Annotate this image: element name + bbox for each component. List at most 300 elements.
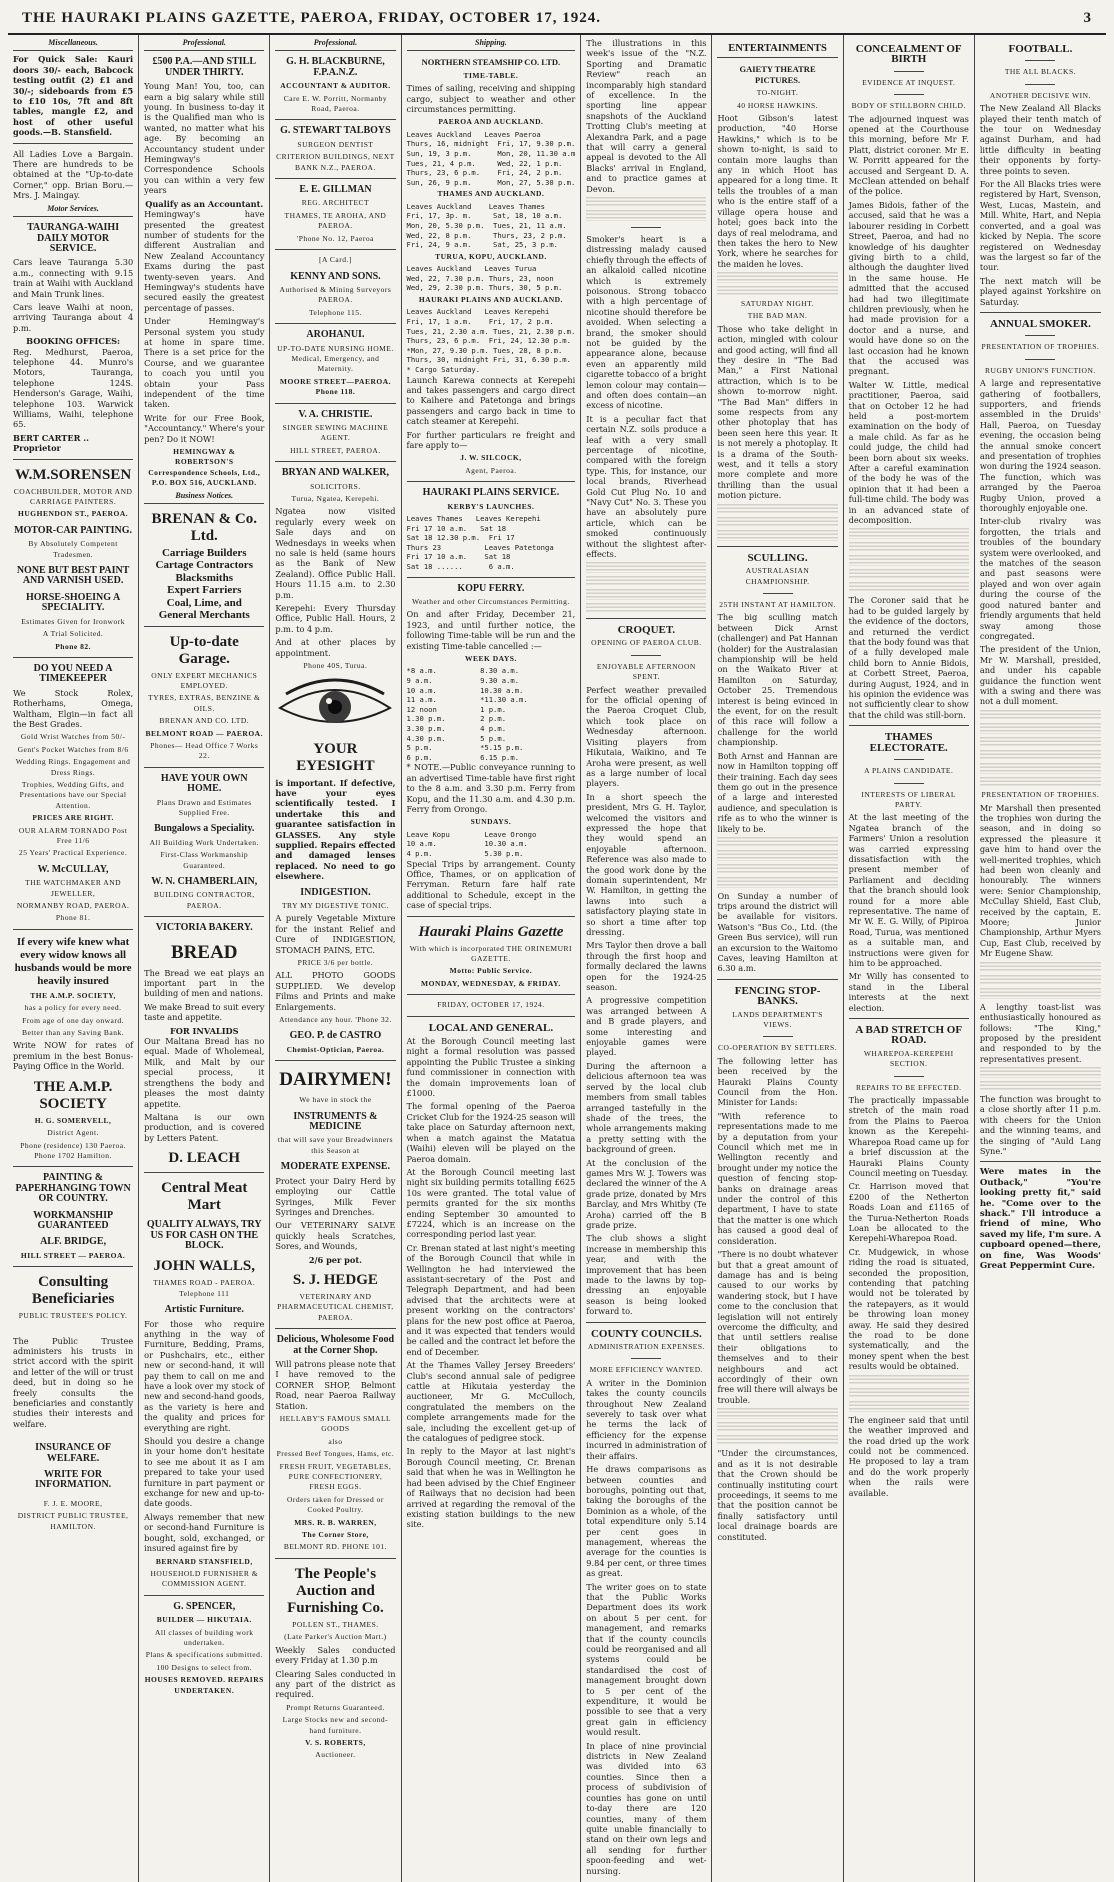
walls-addr: THAMES ROAD - PAEROA. Telephone 111 bbox=[153, 1278, 256, 1298]
sorensen-sub: COACHBUILDER, MOTOR AND CARRIAGE PAINTERS. bbox=[13, 486, 133, 507]
hedge-name: S. J. HEDGE bbox=[292, 1271, 378, 1288]
sculling-sub: AUSTRALASIAN CHAMPIONSHIP. bbox=[745, 566, 810, 586]
sorensen-addr: HUGHENDON ST., PAEROA. bbox=[18, 509, 129, 519]
gillman-addr: THAMES, TE AROHA, AND PAEROA. bbox=[284, 210, 387, 231]
column-news-1 bbox=[581, 35, 712, 1882]
painting-heading: PAINTING & PAPERHANGING TOWN OR COUNTRY. bbox=[15, 1172, 131, 1205]
bread-text: We make Bread to suit every taste and appetite. bbox=[144, 1001, 265, 1023]
football-heading: FOOTBALL. bbox=[1008, 43, 1073, 55]
stretch-sub: WHAREPOA-KEREPEHI SECTION. bbox=[863, 1048, 954, 1069]
hps-heading: HAURAKI PLAINS SERVICE. bbox=[422, 487, 560, 499]
chamberlain-name: W. N. CHAMBERLAIN, bbox=[151, 876, 258, 887]
widow-heading: If every wife knew what every widow knows all husbands would be more heavily insured bbox=[14, 935, 132, 987]
article-text: Cr. Harrison moved that £200 of the Netherton Roads Loan and £1165 of the Turua-Netherton Roads Loan be allocated to the Kerepehi-Wharepoa Road. bbox=[848, 1181, 969, 1244]
county-sub: MORE EFFICIENCY WANTED. bbox=[589, 1365, 704, 1375]
quick-sale-ad: For Quick Sale: Kauri doors 30/- each, Babcock testing outfit (2) £1 and 30/-; sideboards from £5 to £10 10s, 7ft and 8ft tables, mangle £2, and host of other useful goods.—B. Stansfield. bbox=[13, 54, 134, 138]
route-heading: PAEROA AND AUCKLAND. bbox=[438, 117, 544, 127]
talboys-addr: CRITERION BUILDINGS, NEXT BANK N.Z., PAEROA. bbox=[276, 152, 395, 172]
varnish-heading: NONE BUT BEST PAINT AND VARNISH USED. bbox=[16, 565, 130, 587]
presentation-sub: PRESENTATION OF TROPHIES. bbox=[981, 342, 1100, 352]
column-news-2 bbox=[712, 35, 843, 1882]
delicious-heading: Delicious, Wholesome Food at the Corner Shop. bbox=[276, 1334, 395, 1356]
photo-text: ALL PHOTO GOODS SUPPLIED. We develop Films and Prints and make Enlargements. bbox=[275, 970, 396, 1012]
trustee-sub: PUBLIC TRUSTEE'S POLICY. bbox=[18, 1311, 128, 1321]
moore-role: DISTRICT PUBLIC TRUSTEE, HAMILTON. bbox=[17, 1511, 129, 1531]
section-label: Shipping. bbox=[407, 38, 576, 51]
column-grid bbox=[8, 35, 1106, 1876]
kenny-phone: Telephone 115. bbox=[309, 307, 362, 317]
route-timetable: Leaves Auckland Leaves Thames Fri, 17, 3p. m. Sat, 18, 10 a.m. Mon, 20, 5.30 p.m. Tues, 21, 11 a.m. Wed, 22, 8 p.m. Thurs, 23, 2 p.m. Fri, 24, 9 a.m. Sat, 25, 3 p.m. bbox=[406, 201, 567, 250]
week-heading: WEEK DAYS. bbox=[464, 654, 517, 663]
belmont-addr: BELMONT ROAD — PAEROA. bbox=[145, 728, 263, 738]
route-timetable: Leaves Auckland Leaves Kerepehi Fri, 17, 1 a.m. Fri, 17, 2 p.m. Tues, 21, 2.30 a.m. Tues, 21, 2.30 p.m. Thurs, 23, 6 p.m. Fri, 24, 12.30 p.m. *Mon, 27, 9.30 p.m. Tues, 28, 8 p.m. Thurs, 30, midnight Fri, 31, 6.30 p.m. * Cargo Saturday. bbox=[406, 307, 576, 374]
article-text: The Coroner said that he had to be guided largely by the evidence of the doctors, and returned the verdict that the body found was that of a fully developed male child born to Annie Bidois, at Corbett Street, Paeroa, during August, 1924, and in his opinion the evidence was not sufficiently clear to show that the child was still-born. bbox=[848, 595, 969, 720]
article-text: "With reference to representations made to me by a deputation from your Council which met me in Wellington recently and brought under my notice the question of fencing stop-banks on drainage areas under the control of this department, I have to state that the matter is one which has caused a good deal of consideration. bbox=[717, 1110, 838, 1246]
trustee-text: The Public Trustee administers his trusts in strict accord with the spirit and letter of the will or trust deed, but in doing so he freely consults the beneficiaries and constantly studies their interests and welfare. bbox=[13, 1335, 134, 1429]
bryan-role: SOLICITORS. bbox=[310, 481, 361, 491]
local-heading: LOCAL AND GENERAL. bbox=[428, 1021, 554, 1034]
mccullay-phone: Phone 81. bbox=[55, 913, 91, 923]
wristlet-text: Gold Wrist Watches from 50/- bbox=[20, 732, 126, 742]
hemingway-text: Under Hemingway's Personal system you study at home in spare time. There is a set price for the Course, and we guarantee to coach you until you obtain your Pass independent of the time taken. bbox=[144, 316, 265, 410]
rugby-sub: RUGBY UNION'S FUNCTION. bbox=[985, 365, 1096, 375]
bryan-phone: Phone 40S, Turua. bbox=[303, 661, 368, 671]
meat-heading: Central Meat Mart bbox=[161, 1180, 248, 1214]
furniture-text: Should you desire a change in your home don't hesitate to see me about it as I am prepared to take your used furniture in part payment or exchange for new and up-to-date goods. bbox=[144, 1436, 265, 1509]
article-text: Those who take delight in action, mingled with colour and good acting, will find all they desire in "The Bad Man," a First National attraction, which is to be shown to-morrow night. "The Bad Man" differs in some respects from any other photoplay that has been seen here this year. It is not merely a photoplay. It is a drama of the South-west, and it tells a story more complete and more thrilling than the usual motion picture. bbox=[717, 323, 838, 501]
chamberlain-role: BUILDING CONTRACTOR, PAEROA. bbox=[153, 890, 255, 910]
kerby-timetable: Leaves Thames Leaves Kerepehi Fri 17 10 a.m. Sat 18 Sat 18 12.30 p.m. Fri 17 Thurs 23 Leaves Patetonga Fri 17 10 a.m. Sat 18 Sat 18 ...... 6 a.m. bbox=[406, 514, 554, 571]
warren-name: MRS. R. B. WARREN, bbox=[294, 1517, 377, 1527]
article-text: The writer goes on to state that the Public Works Department does its work on about 5 per cent. for management, and remarks that if the county councils could be reorganised and all systems could be standardised the cost of management brought down to 5 per cent of the expenditure, it would be possible to see that a very great gain in efficiency would result. bbox=[586, 1581, 707, 1738]
bargain-ad: All Ladies Love a Bargain. There are hundreds to be obtained at the "Up-to-date Corner," opp. Brian Boru.—Mrs. J. Maingay. bbox=[13, 148, 134, 201]
protect-text: Protect your Dairy Herd by employing our Cattle Syringes, Milk Fever Syringes and Drenches. bbox=[275, 1175, 396, 1217]
article-text: Hoot Gibson's latest production, "40 Horse Hawkins," which is to be shown to-night, is said to contain more laughs than any in which Hoot has appeared for a long time. It tells the troubles of a man who is the entire staff of a village opera house and hotel; goes back into the days of real melodrama, and then takes the hero to New York, where he searches for the maiden he loves. bbox=[717, 113, 838, 269]
amp-line: THE A.M.P. SOCIETY, bbox=[30, 990, 116, 1000]
write-info-heading: WRITE FOR INFORMATION. bbox=[34, 1469, 112, 1491]
spencer-text: All classes of building work undertaken. bbox=[154, 1627, 254, 1647]
tauranga-heading: TAURANGA-WAIHI DAILY MOTOR SERVICE. bbox=[27, 222, 120, 254]
gazette-motto: Motto: Public Service. bbox=[449, 966, 533, 976]
mccullay-sub: THE WATCHMAKER AND JEWELLER, bbox=[25, 878, 122, 898]
tonic-text: A purely Vegetable Mixture for the instant Relief and Cure of INDIGESTION, STOMACH PAINS, ETC. bbox=[275, 913, 396, 955]
bungalows-heading: Bungalows a Speciality. bbox=[154, 823, 255, 835]
brenan-service: General Merchants bbox=[158, 609, 250, 622]
phones-text: Phones— Head Office 7 Works 22. bbox=[150, 740, 259, 761]
article-text: The illustrations in this week's issue of the "N.Z. Sporting and Dramatic Review" reach an incomparably high standard of excellence. In the sporting line appear snapshots of the Auckland Trotting Club's meeting at Alexandra Park, and a page that will carry a general appeal is devoted to the All Blacks' arrival in England, and to practice games at Devon. bbox=[586, 38, 707, 194]
orders-text: Orders taken for Dressed or Cooked Poultry. bbox=[287, 1494, 384, 1515]
article-text: A progressive competition was arranged between A and B grade players, and some interesting and enjoyable games were played. bbox=[586, 995, 707, 1058]
tonight-sub: TO-NIGHT. bbox=[756, 88, 799, 98]
timekeeper-text: We Stock Rolex, Rotherhams, Omega, Waltham, Elgin—in fact all the Best Grades. bbox=[13, 687, 134, 729]
dairymen-heading: DAIRYMEN! bbox=[279, 1069, 392, 1091]
fencing-sub: LANDS DEPARTMENT'S VIEWS. bbox=[732, 1009, 823, 1029]
mccullay-addr: NORMANBY ROAD, PAEROA. bbox=[16, 901, 130, 911]
gillman-role: REG. ARCHITECT bbox=[301, 198, 370, 208]
insurance-heading: INSURANCE OF WELFARE. bbox=[35, 1442, 111, 1464]
fencing-sub: CO-OPERATION BY SETTLERS. bbox=[718, 1043, 838, 1053]
carter-line: BERT CARTER .. Proprietor bbox=[13, 432, 89, 454]
gillman-phone: 'Phone No. 12, Paeroa bbox=[296, 233, 374, 243]
stretch-heading: A BAD STRETCH OF ROAD. bbox=[855, 1024, 963, 1047]
croquet-sub: OPENING OF PAEROA CLUB. bbox=[591, 638, 702, 648]
somervell-name: H. G. SOMERVELL, bbox=[34, 1115, 112, 1125]
castro-name: GEO. P. de CASTRO bbox=[289, 1030, 382, 1042]
brenan-ltd: BRENAN AND CO. LTD. bbox=[159, 716, 250, 726]
route-heading: THAMES AND AUCKLAND. bbox=[437, 189, 545, 199]
removed-text: HOUSES REMOVED. REPAIRS UNDERTAKEN. bbox=[144, 1675, 264, 1695]
section-label: Professional. bbox=[144, 38, 264, 51]
sorensen-heading: W.M.SORENSEN bbox=[15, 466, 132, 483]
brenan-service: Cartage Contractors bbox=[155, 559, 253, 572]
candidate-sub: A PLAINS CANDIDATE. bbox=[864, 766, 954, 776]
qualify-line: Qualify as an Accountant. bbox=[145, 198, 264, 209]
article-text: During the afternoon a delicious afternoon tea was served by the local club members from small tables arranged tastefully in the shade of the trees, the whole arrangements making a pretty setting with the background of green. bbox=[586, 1060, 707, 1155]
maltana-text: Maltana is our own production, and is covered by Letters Patent. bbox=[144, 1111, 265, 1143]
pollen-addr: POLLEN ST., THAMES. bbox=[292, 1619, 379, 1629]
hellaby-text: HELLABY'S FAMOUS SMALL GOODS bbox=[279, 1414, 392, 1434]
column-professional-2 bbox=[270, 35, 401, 1882]
home-heading: HAVE YOUR OWN HOME. bbox=[160, 772, 248, 795]
stock-text: We have in stock the bbox=[299, 1095, 372, 1105]
further-text: For further particulars re freight and fare apply to— bbox=[406, 429, 576, 450]
sculling-sub: 25TH INSTANT AT HAMILTON. bbox=[719, 600, 836, 610]
article-text: Mr Willy has consented to stand in the Liberal interests at the next election. bbox=[848, 971, 969, 1013]
pocket-text: Gent's Pocket Watches from 8/6 bbox=[17, 744, 129, 754]
stansfield-role: HOUSEHOLD FURNISHER & COMMISSION AGENT. bbox=[150, 1568, 259, 1589]
article-text: James Bidois, father of the accused, said that he was a labourer residing in Corbett Street, Paeroa, and had no knowledge of his daughter giving birth to a child, although the daughter lived in the same house. He admitted that the accused had had two illegitimate children previously, when he had made provision for a doctor and a nurse, and would have done so on the last occasion had he known that the accused was pregnant. bbox=[848, 199, 969, 377]
removed-text: Will patrons please note that I have removed to the CORNER SHOP, Belmont Road, near Paeroa Railway Station. bbox=[275, 1358, 396, 1411]
amp-line: From age of one day onward. bbox=[22, 1015, 124, 1025]
thames-heading: THAMES ELECTORATE. bbox=[869, 731, 948, 754]
sunday-timetable: Leave Kopu Leave Orongo 10 a.m. 10.30 a.m. 4 p.m. 5.30 p.m. bbox=[406, 829, 537, 858]
eye-illustration-icon bbox=[276, 678, 394, 734]
article-text: Perfect weather prevailed for the official opening of the Paeroa Croquet Club, which took place on Wednesday afternoon. Visiting players from Hikutaia, Waikino, and Te Aroha were present, as well as a large number of local players. bbox=[586, 684, 707, 789]
launch-text: Launch Karewa connects at Kerepehi and takes passengers and cargo direct to Kaihere and Patetonga and brings passengers and cargo back in time to catch steamer at Kerepehi. bbox=[406, 374, 576, 427]
amp-text: Write NOW for rates of premium in the best Bonus-Paying Office in the World. bbox=[13, 1040, 134, 1072]
route-heading: TURUA, KOPU, AUCKLAND. bbox=[435, 251, 547, 261]
building-text: All Building Work Undertaken. bbox=[149, 837, 259, 847]
tauranga-text: Cars leave Tauranga 5.30 a.m., connecting with 9.15 train at Waihi with Auckland and Main Trunk lines. bbox=[13, 257, 134, 299]
gazette-sub: With which is incorporated THE ORINEMURI GAZETTE. bbox=[409, 943, 573, 963]
bryan-text: And at other places by appointment. bbox=[275, 637, 396, 658]
local-text: At the Borough Council meeting last night a formal resolution was passed appointing the Public Trustee a sinking fund commissioner in connection with the domain improvements loan of £1000. bbox=[406, 1036, 576, 1099]
plans-text: Plans Drawn and Estimates Supplied Free. bbox=[156, 797, 252, 817]
salve-text: Our VETERINARY SALVE quickly heals Scratches, Sores, and Wounds, bbox=[275, 1220, 396, 1252]
attendance-text: Attendance any hour. 'Phone 32. bbox=[279, 1015, 392, 1025]
alarm-text: OUR ALARM TORNADO Post Free 11/6 bbox=[18, 825, 128, 845]
timetable-note: Times of sailing, receiving and shipping cargo, subject to weather and other circumstances permitting. bbox=[406, 83, 576, 115]
local-text: Cr. Brenan stated at last night's meeting of the Borough Council that while in Wellington he had interviewed the assistant-secretary of the Post and Telegraph Department, and had been advised that the architects were at present working on the contractors' plans for the new post office at Paeroa, and it was expected that tenders would be called and the contract let before the end of December. bbox=[406, 1242, 576, 1357]
salary-heading: £500 P.A.—AND STILL UNDER THIRTY. bbox=[152, 56, 257, 78]
roberts-role: Auctioneer. bbox=[315, 1750, 356, 1760]
salve-price: 2/6 per pot. bbox=[308, 1254, 362, 1265]
article-text: The New Zealand All Blacks played their tenth match of the tour on Wednesday against Durham, and had little difficulty in beating their opponents by forty-three points to seven. bbox=[979, 103, 1101, 176]
save-text: that will save your Breadwinners this Season at bbox=[277, 1135, 393, 1155]
gillman-name: E. E. GILLMAN bbox=[299, 184, 372, 196]
article-text: The president of the Union, Mr W. Marshall, presided, and under his capable guidance the function went with a swing and there was not a dull moment. bbox=[979, 644, 1101, 707]
route-timetable: Leaves Auckland Leaves Paeroa Thurs, 16, midnight Fri, 17, 9.30 p.m. Sun, 19, 3 p.m. Mon, 20, 11.30 a.m Tues, 21, 4 p.m. Wed, 22, 1 p.m. Thurs, 23, 6 p.m. Fri, 24, 2 p.m. Sun, 26, 9 p.m. Mon, 27, 5.30 p.m. bbox=[406, 129, 576, 187]
roberts-name: V. S. ROBERTS, bbox=[305, 1737, 366, 1747]
county-heading: COUNTY COUNCILS. bbox=[590, 1327, 702, 1340]
clearing-text: Clearing Sales conducted in any part of the district as required. bbox=[275, 1668, 396, 1700]
article-text: "There is no doubt whatever but that a great amount of damage has and is being caused to our works by wandering stock, but I have come to the conclusion that legislation will not entirely overcome the difficulty, and that until settlers realise their obligations to themselves and to their neighbours and act accordingly of their own free will there will always be trouble. bbox=[717, 1249, 838, 1405]
walls-name: JOHN WALLS, bbox=[153, 1258, 255, 1275]
hemingway-text: Hemingway's have presented the greatest number of students for the different Australian and New Zealand Accountancy Exams during the past twenty-seven years. And Hemingway's students have secured easily the greatest percentage of passes. bbox=[144, 209, 265, 313]
late-text: (Late Parker's Auction Mart.) bbox=[284, 1632, 387, 1642]
weekly-text: Weekly Sales conducted every Friday at 1.30 p.m bbox=[275, 1644, 396, 1666]
christie-addr: HILL STREET, PAEROA. bbox=[290, 445, 381, 455]
salary-text: Young Man! You, too, can earn a big salary while still young. In business to-day it is the Qualified man who is wanted, no matter what his age. By becoming an Accountancy student under Hemingway's Correspondence Schools you can within a very few years bbox=[144, 81, 265, 196]
furniture-text: Always remember that new or second-hand Furniture is bought, sold, exchanged, or insured against fire by bbox=[144, 1511, 265, 1554]
instruments-heading: INSTRUMENTS & MEDICINE bbox=[293, 1110, 378, 1133]
invalids-heading: FOR INVALIDS bbox=[169, 1025, 239, 1036]
fruit-text: FRESH FRUIT, VEGETABLES, PURE CONFECTIONERY, FRESH EGGS. bbox=[279, 1461, 392, 1492]
masthead bbox=[8, 6, 1106, 35]
article-text: On Sunday a number of trips around the district will be available for visitors. Watson's "Bus Co., Ltd. (the Green Bus service), will run an excursion to the Waitomo Caves, leaving Hamilton at 6.30 a.m. bbox=[717, 890, 838, 974]
amp-line: has a policy for every need. bbox=[24, 1003, 122, 1013]
section-label: Business Notices. bbox=[144, 491, 264, 504]
sculling-heading: SCULLING. bbox=[747, 551, 808, 564]
consulting-heading: Consulting Beneficiaries bbox=[31, 1274, 115, 1308]
warren-addr: BELMONT RD. PHONE 101. bbox=[283, 1542, 388, 1552]
body-sub: BODY OF STILLBORN CHILD. bbox=[851, 101, 966, 111]
page-title: THE HAURAKI PLAINS GAZETTE, PAEROA, FRIDAY, OCTOBER 17, 1924. bbox=[22, 10, 602, 26]
leach-heading: D. LEACH bbox=[168, 1150, 241, 1167]
county-sub: ADMINISTRATION EXPENSES. bbox=[587, 1342, 705, 1352]
garage-heading: Up-to-date Garage. bbox=[169, 633, 239, 667]
article-text: A writer in the Dominion takes the county councils throughout New Zealand severely to task over what he terms the lack of efficiency for the expense incurred in administration of their affairs. bbox=[586, 1377, 707, 1461]
column-news-4 bbox=[975, 35, 1106, 1882]
eyesight-text: is important. If defective, have your eyes scientifically tested. I undertake this and guarantee satisfaction in GLASSES. Any style supplied. Repairs effected and damaged lenses replaced. No need to go elsewhere. bbox=[275, 777, 396, 882]
article-text: Both Arnst and Hannan are now in Hamilton topping off their training. Each day sees them go out in the presence of a large and interested audience, and speculation is rife as to who the winner is likely to be. bbox=[717, 750, 838, 834]
tauranga-text: Cars leave Waihi at noon, arriving Tauranga about 4 p.m. bbox=[13, 301, 134, 333]
blackburne-name: G. H. BLACKBURNE, F.P.A.N.Z. bbox=[286, 56, 385, 78]
article-text: The practically impassable stretch of the main road from the Plains to Paeroa known as the Kerepehi-Wharepoa Road came up for a brief discussion at the Hauraki Plains County Council meeting on Tuesday. bbox=[848, 1095, 969, 1178]
maltana-text: Our Maltana Bread has no equal. Made of Wholemeal, Milk, and Malt by our special process, it strengthens the body and pleases the most dainty appetite. bbox=[144, 1036, 265, 1109]
furniture-text: For those who require anything in the way of Furniture, Bedding, Prams, or Pushchairs, etc., either new or second-hand, it will pay them to call on me and have a look over my stock of new and second-hand goods, as the variety is here and the quality and prices for everything are right. bbox=[144, 1318, 265, 1433]
victoria-heading: VICTORIA BAKERY. bbox=[155, 922, 253, 934]
somervell-role: District Agent. bbox=[47, 1128, 99, 1138]
local-text: The formal opening of the Paeroa Cricket Club for the 1924-25 season will take place on Saturday afternoon next, when a match against the Matatua (Waihi) eleven will be played on the Paeroa domain. bbox=[406, 1101, 576, 1164]
bread-heading: BREAD bbox=[171, 941, 238, 963]
returns-text: Prompt Returns Guaranteed. bbox=[286, 1702, 385, 1712]
article-text: The club shows a slight increase in membership this year, and with the improvement that has been made to the lawns by top-dressing an enjoyable season is being looked forward to. bbox=[586, 1233, 707, 1317]
christie-role: SINGER SEWING MACHINE AGENT. bbox=[282, 422, 389, 443]
eyesight-heading: YOUR EYESIGHT bbox=[296, 740, 375, 774]
tonic-heading: TRY MY DIGESTIVE TONIC. bbox=[281, 900, 389, 910]
gazette-days: MONDAY, WEDNESDAY, & FRIDAY. bbox=[421, 978, 561, 988]
badman-sub: THE BAD MAN. bbox=[747, 311, 808, 321]
kopu-heading: KOPU FERRY. bbox=[457, 582, 525, 594]
trophies-sub: PRESENTATION OF TROPHIES. bbox=[981, 790, 1100, 800]
section-label: Professional. bbox=[275, 38, 395, 51]
northern-heading: NORTHERN STEAMSHIP CO. LTD. bbox=[421, 57, 561, 68]
interests-sub: INTERESTS OF LIBERAL PARTY. bbox=[861, 789, 957, 809]
hemingway-address: HEMINGWAY & ROBERTSON'S Correspondence Schools, Ltd., P.O. BOX 516, AUCKLAND. bbox=[148, 447, 261, 488]
experience-text: 25 Years' Practical Experience. bbox=[18, 848, 128, 858]
phone-text: Phone 82. bbox=[55, 641, 91, 651]
quality-text: QUALITY ALWAYS, TRY US FOR CASH ON THE BLOCK. bbox=[146, 1219, 262, 1251]
motorcar-heading: MOTOR-CAR PAINTING. bbox=[14, 524, 133, 536]
rings-text: Wedding Rings. Engagement and Dress Rings. bbox=[15, 757, 131, 777]
booking-text: Reg. Medhurst, Paeroa, telephone 44. Munro's Motors, Tauranga, telephone 124S. Henderson's Garage, Waihi, telephone 103. Warwick Williams, Waihi, telephone 65. bbox=[13, 346, 134, 430]
arohanui-text: UP-TO-DATE NURSING HOME. Medical, Emergency, and Maternity. bbox=[277, 343, 394, 374]
mechanics-text: ONLY EXPERT MECHANICS EMPLOYED. bbox=[151, 670, 258, 690]
timekeeper-heading: DO YOU NEED A TIMEKEEPER bbox=[33, 662, 113, 685]
article-text: At the last meeting of the Ngatea branch of the Farmers' Union a resolution was carried expressing dissatisfaction with the present member of Parliament and deciding that the branch should look round for a more able representative. The name of Mr W. E. G. Willy, of Pipiroa Road, Turua, was mentioned as a suitable man, and instructions were given for him to be approached. bbox=[848, 812, 969, 969]
week-timetable: *8 a.m. 8.30 a.m. 9 a.m. 9.30 a.m. 10 a.m. 10.30 a.m. 11 a.m. *11.30 a.m. 12 noon 1 p.m. 1.30 p.m. 2 p.m. 3.30 p.m. 4 p.m. 4.30 p.m. 5 p.m. 5 p.m. *5.15 p.m. 6 p.m. 6.15 p.m. bbox=[406, 666, 528, 762]
prices-text: PRICES ARE RIGHT. bbox=[32, 813, 114, 823]
christie-name: V. A. CHRISTIE. bbox=[298, 408, 373, 420]
saturday-sub: SATURDAY NIGHT. bbox=[741, 298, 815, 308]
kopu-sub: Weather and other Circumstances Permitting. bbox=[412, 596, 570, 606]
tyres-text: TYRES, EXTRAS, BENZINE & OILS. bbox=[148, 693, 261, 713]
concealment-heading: CONCEALMENT OF BIRTH bbox=[855, 43, 962, 66]
silcock-role: Agent, Paeroa. bbox=[465, 465, 517, 475]
article-text: The next match will be played against Yorkshire on Saturday. bbox=[979, 275, 1101, 307]
peoples-heading: The People's Auction and Furnishing Co. bbox=[287, 1565, 384, 1616]
article-text: The adjourned inquest was opened at the Courthouse this morning, before Mr F. Platt, district coroner. Mr E. W. Porritt appeared for the accused and Sergeant D. A. McClean attended on behalf of the police. bbox=[848, 113, 969, 197]
bryan-name: BRYAN AND WALKER, bbox=[281, 467, 390, 479]
croquet-sub: ENJOYABLE AFTERNOON SPENT. bbox=[596, 661, 696, 682]
article-text: In place of nine provincial districts in New Zealand was divided into 63 counties. Since then a process of subdivision of counties has gone on until to-day there are 120 counties, many of them quite unable financially to stand on their own legs and all sending for further spoon-feeding and wet-nursing. bbox=[586, 1740, 707, 1876]
arohanui-addr: MOORE STREET—PAEROA. Phone 118. bbox=[279, 376, 391, 397]
trial-text: A Trial Solicited. bbox=[42, 629, 104, 639]
croquet-heading: CROQUET. bbox=[617, 624, 676, 637]
evidence-sub: EVIDENCE AT INQUEST. bbox=[862, 77, 956, 87]
article-text: For the All Blacks tries were registered by Hart, Svenson, West, Lucas, Mastein, and Mill. White, Hart, and Nepia converted, and a goal was kicked by Nepia. The score registered on Wednesday was the largest so far of the tour. bbox=[979, 179, 1101, 273]
card-text: [A Card.] bbox=[319, 255, 352, 265]
hedge-role: VETERINARY AND PHARMACEUTICAL CHEMIST, PAEROA. bbox=[277, 1291, 394, 1322]
fencing-heading: FENCING STOP-BANKS. bbox=[734, 984, 821, 1008]
horse-heading: HORSE-SHOEING A SPECIALITY. bbox=[25, 591, 121, 614]
beef-text: Pressed Beef Tongues, Hams, etc. bbox=[276, 1449, 395, 1459]
special-text: Special Trips by arrangement. County Office, Thames, or on application of Ferryman. Return fare half rate additional to Schedule, except in the case of special trips. bbox=[406, 858, 576, 911]
article-text: The function was brought to a close shortly after 11 p.m. with cheers for the Union and the winning teams, and the singing of "Auld Lang Syne." bbox=[979, 1093, 1101, 1157]
motorcar-sub: By Absolutely Competent Tradesmen. bbox=[28, 539, 118, 559]
victory-sub: ANOTHER DECISIVE WIN. bbox=[989, 90, 1091, 100]
article-text: Walter W. Little, medical practitioner, Paeroa, said that on October 12 he had held a post-mortem examination on the body of a male child. As far as he could judge, the child had been born about six weeks. After a careful examination of the body he was of the opinion that it had been a full-time child. The body was in an advanced state of decomposition. bbox=[848, 379, 969, 526]
smoker-heading: ANNUAL SMOKER. bbox=[989, 317, 1091, 330]
furniture-heading: Artistic Furniture. bbox=[164, 1304, 244, 1316]
column-news-3 bbox=[844, 35, 975, 1882]
article-text: At the conclusion of the games Mrs W. J. Towers was declared the winner of the A grade prize, donated by Mrs Barclay, and Mrs Whitby (Te Aroha) carried off the B grade prize. bbox=[586, 1157, 707, 1230]
talboys-role: SURGEON DENTIST bbox=[297, 139, 374, 149]
spencer-name: G. SPENCER, bbox=[173, 1600, 236, 1612]
designs-text: 100 Designs to select from. bbox=[156, 1662, 253, 1672]
column-professional-1 bbox=[139, 35, 270, 1882]
article-text: Mrs Taylor then drove a ball through the first hoop and formally declared the lawns open for the 1924-25 season. bbox=[586, 940, 707, 993]
timetable-heading: TIME-TABLE. bbox=[463, 70, 519, 80]
local-text: At the Thames Valley Jersey Breeders' Club's second annual sale of pedigree cattle at Hikutaia yesterday the auctioneer, Mr G. McCulloch, congratulated the members on the complete arrangements made for the sale, including the excellent get-up of the catalogues of pedigree stock. bbox=[406, 1360, 576, 1444]
free-book-text: Write for our Free Book, "Accountancy." Where's your pen? Do it NOW! bbox=[144, 412, 265, 444]
route-timetable: Leaves Auckland Leaves Turua Wed, 22, 7.30 p.m. Thurs, 23, noon Wed, 29, 2.30 p.m. Thurs, 30, 5 p.m. bbox=[406, 264, 563, 293]
stretch-sub: REPAIRS TO BE EFFECTED. bbox=[855, 1082, 962, 1092]
brenan-service: Blacksmiths bbox=[175, 571, 233, 584]
brenan-heading: BRENAN & Co. Ltd. bbox=[151, 511, 257, 545]
article-text: "Under the circumstances, and as it is not desirable that the Crown should be continually instituting court proceedings, it seems to me that the position cannot be finally satisfactory until local drainage boards are constituted. bbox=[717, 1448, 838, 1542]
castro-role: Chemist-Optician, Paeroa. bbox=[286, 1044, 385, 1054]
gaiety-heading: GAIETY THEATRE PICTURES. bbox=[739, 64, 816, 85]
local-text: In reply to the Mayor at last night's Borough Council meeting, Cr. Brenan said that when he was in Wellington he had been advised by the Chief Engineer of Railways that no decision had been arrived at regarding the removal of the existing station buildings to the new site. bbox=[406, 1446, 576, 1530]
entertainments-heading: ENTERTAINMENTS bbox=[717, 44, 837, 58]
bridge-name: ALF. BRIDGE, bbox=[40, 1236, 107, 1248]
trophies-text: Trophies, Wedding Gifts, and Presentations have our Special Attention. bbox=[19, 779, 127, 810]
local-text: At the Borough Council meeting last night six building permits totalling £625 10s were granted. The total value of permits granted for the six months ending September 30 amounted to £7224, which is an increase on the corresponding period last year. bbox=[406, 1166, 576, 1240]
first-class-text: First-Class Workmanship Guaranteed. bbox=[160, 850, 249, 870]
article-text: Mr Marshall then presented the trophies won during the season, and in doing so expressed the pleasure it gave him to hand over the well-merited trophies, which had been won cleanly and honourably. The winners were: Senior Championship, McCullay Shield, East Club, received by the captain, E. Moore; Junior Championship, Arthur Myers Cup, East Club, received by Mr Eugene Shaw. bbox=[979, 802, 1101, 959]
moderate-heading: MODERATE EXPENSE. bbox=[280, 1161, 391, 1173]
bread-text: The Bread we eat plays an important part in the building of men and nations. bbox=[144, 967, 265, 999]
article-text: He draws comparisons as between counties and boroughs, pointing out that, taking the boroughs of the Dominion as a whole, of the total expenditure only 5.14 per cent goes in management, whereas the average for the counties is 9.84 per cent, or three times as great. bbox=[586, 1464, 707, 1579]
bridge-addr: HILL STREET — PAEROA. bbox=[20, 1250, 126, 1260]
article-text: The big sculling match between Dick Arnst (challenger) and Pat Hannan (holder) for the Australasian championship will be held on the Waikato River at Hamilton on Saturday, October 25. Tremendous interest is being evinced in the event, for on the result of this race will follow a challenge for the world championship. bbox=[717, 612, 838, 748]
brenan-service: Coal, Lime, and bbox=[166, 596, 242, 609]
article-text: A large and representative gathering of footballers, supporters, and friends assembled in the Druids' Hall, Paeroa, on Tuesday evening, the occasion being the annual smoke concert and presentation of trophies won during the 1924 season. The function, which was arranged by the Paeroa Rugby Union, proved a thoroughly enjoyable one. bbox=[979, 378, 1101, 514]
route-heading: HAURAKI PLAINS AND AUCKLAND. bbox=[418, 294, 563, 304]
mccullay-heading: W. McCULLAY, bbox=[37, 863, 109, 875]
column-miscellaneous bbox=[8, 35, 139, 1882]
article-text: It is a peculiar fact that certain N.Z. soils produce a leaf with a very small percentage of nicotine, compared with the foreign type. This, for instance, our local brands, Riverhead Gold Cut Plug No. 10 and "Navy Cut" No. 3. These you have an absolutely pure article, which can be smoked continuously without the slightest after-effects. bbox=[586, 413, 707, 560]
blackburne-role: ACCOUNTANT & AUDITOR. bbox=[280, 81, 391, 91]
column-shipping bbox=[402, 35, 582, 1882]
article-text: Smoker's heart is a distressing malady caused chiefly through the effects of an alkaloid called nicotine which is extremely poisonous. Strong tobacco with a high percentage of nicotine should therefore be avoided. When selecting a brand, the smoker should not be guided by the appearance alone, because even an apparently mild cigarette tobacco of a bright lemon colour may contain—and often does contain—an excess of nicotine. bbox=[586, 233, 707, 411]
article-text: The following letter has been received by the Hauraki Plains County Council from the Hon. Minister for Lands: bbox=[717, 1055, 838, 1108]
stansfield-name: BERNARD STANSFIELD, bbox=[155, 1556, 253, 1566]
amp-line: Better than any Saving Bank. bbox=[22, 1028, 125, 1038]
price-text: PRICE 3/6 per bottle. bbox=[297, 958, 374, 967]
article-text: A lengthy toast-list was enthusiastically honoured as follows: "The King," proposed by the president and responded to by the representatives present. bbox=[979, 1001, 1101, 1064]
brenan-service: Carriage Builders bbox=[161, 547, 247, 560]
estimates-text: Estimates Given for Ironwork bbox=[21, 616, 125, 626]
arohanui-name: AROHANUI. bbox=[306, 329, 365, 341]
bryan-text: Ngatea now visited regularly every week on Sale days and on Wednesdays in weeks when no sale is held (same hours as the Bank of New Zealand). Office Public Hall. Hours 11.15 a.m. to 2.30 p.m. bbox=[275, 506, 396, 600]
warren-store: The Corner Store, bbox=[302, 1530, 369, 1540]
sundays-heading: SUNDAYS. bbox=[470, 817, 512, 827]
spencer-text: Plans & specifications submitted. bbox=[145, 1650, 263, 1660]
article-text: Inter-club rivalry was forgotten, the trials and troubles of the boundary system were overlooked, and the matches of the season and past seasons were played and won over again during the course of the good natured banter and friendly arguments that held sway among those congregated. bbox=[979, 516, 1101, 641]
section-label: Miscellaneous. bbox=[13, 38, 133, 51]
bryan-places: Turua, Ngatea, Kerepehi. bbox=[291, 494, 380, 503]
bryan-text: Kerepehi: Every Thursday Office, Public Hall. Hours, 2 p.m. to 4 p.m. bbox=[275, 603, 396, 634]
workmanship-heading: WORKMANSHIP GUARANTEED bbox=[33, 1209, 114, 1231]
kenny-name: KENNY AND SONS. bbox=[290, 270, 381, 282]
large-text: Large Stocks new and second-hand furniture. bbox=[282, 1715, 389, 1735]
somervell-phone: Phone (residence) 130 Paeroa. Phone 1702 Hamilton. bbox=[20, 1140, 126, 1160]
brenan-service: Expert Farriers bbox=[167, 584, 242, 597]
gazette-date: FRIDAY, OCTOBER 17, 1924. bbox=[437, 1000, 545, 1010]
article-text: In a short speech the president, Mrs G. H. Taylor, welcomed the visitors and expressed the hope that they would spend an enjoyable afternoon. Reference was also made to the good work done by the domain superintendent, Mr W. Hamilton, in getting the lawns into such a satisfactory playing state in so short a time after top dressing. bbox=[586, 791, 707, 937]
kopu-text: On and after Friday, December 21, 1923, and until further notice, the following Time-table will be run and the existing Time-table cancelled :— bbox=[406, 609, 576, 651]
amp-society-heading: THE A.M.P. SOCIETY bbox=[33, 1078, 113, 1112]
article-text: The engineer said that until the weather improved and the road dried up the work could not be commenced. He proposed to lay a tram and do the work properly when the rails were available. bbox=[848, 1414, 969, 1498]
moore-name: F. J. E. MOORE, bbox=[43, 1498, 103, 1508]
also-text: also bbox=[328, 1436, 343, 1446]
booking-heading: BOOKING OFFICES: bbox=[26, 336, 121, 347]
talboys-name: G. STEWART TALBOYS bbox=[280, 125, 391, 137]
spencer-role: BUILDER — HIKUTAIA. bbox=[156, 1615, 252, 1625]
peppermint-verse: Were mates in the Outback," "You're looking pretty fit," said he. "Come over to the shack." I'll introduce a friend of mine, Who saved my life, I'm sure. A cupboard opened—there, on fine, Was Woods' Great Peppermint Cure. bbox=[979, 1167, 1101, 1272]
gazette-masthead: Hauraki Plains Gazette bbox=[418, 923, 564, 940]
page-number: 3 bbox=[1083, 10, 1092, 26]
kenny-role: Authorised & Mining Surveyors PAEROA. bbox=[279, 284, 392, 305]
kerby-heading: KERBY'S LAUNCHES. bbox=[447, 501, 535, 511]
allblacks-sub: THE ALL BLACKS. bbox=[1004, 67, 1076, 77]
silcock-name: J. W. SILCOCK, bbox=[460, 453, 522, 463]
blackburne-addr: Care E. W. Porritt, Normanby Road, Paeroa. bbox=[283, 93, 388, 114]
article-text: Cr. Mudgewick, in whose riding the road is situated, seconded the proposition, contending that patching would not be tolerated by the ratepayers, as it would be throwing loan money away. He said they desired the road to be done systematically, and the money spent when the best results would be obtained. bbox=[848, 1246, 969, 1372]
